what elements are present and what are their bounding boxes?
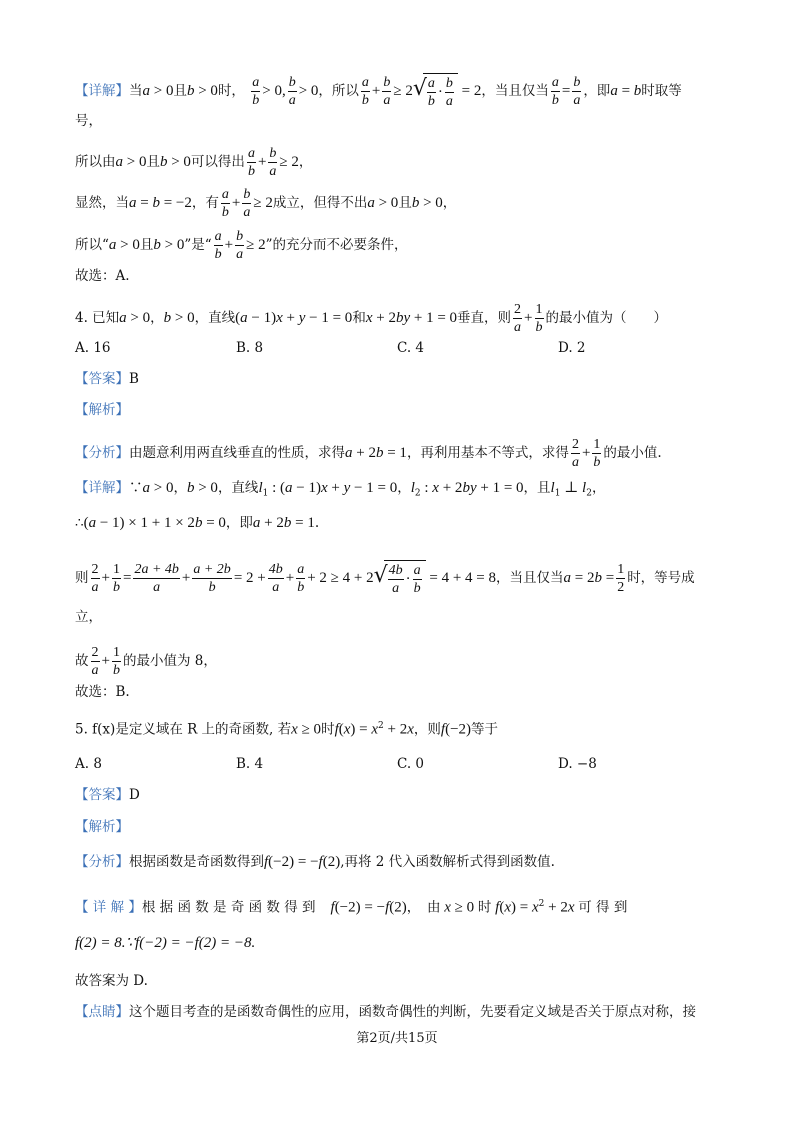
q5-detail-line-2: f(2) = 8.∵f(−2) = −f(2) = −8. [75, 935, 256, 951]
q4-fenxi: 【分析】由题意利用两直线垂直的性质，求得a + 2b = 1，再利用基本不等式，求得 $\frac{2}{a}$ + $\frac{1}{b}$ 的最小值. [75, 437, 662, 470]
q4-answer-value: B [129, 371, 139, 387]
q5-dianjing: 【点睛】这个题目考查的是函数奇偶性的应用，函数奇偶性的判断，先要看定义域是否关于原点对称，接 [75, 1004, 696, 1020]
q4-detail-line-3: 则 $\frac{2}{a}$ + $\frac{1}{b}$ = $\frac{2a + 4b}{a}$ + $\frac{a + 2b}{b}$ = 2 + $\frac{4b}{a}$ + $\frac{a}{b}$ + 2 ≥ 4 + 2 √ $\frac{4b}{a}$ · $\frac{a}{b}$ = 4 + 4 = 8，当且仅当a = 2b = $\frac{1}{2}$ 时，等号成 [75, 562, 695, 596]
q4-detail-line-1: 【详解】∵a > 0，b > 0，直线$l_1$ : (a − 1)x + y − 1 = 0，$l_2$ : x + 2by + 1 = 0，且$l_1$ ⊥ $l_2$， [75, 480, 606, 499]
q5-detail-line-1: 【 详 解 】根 据 函 数 是 奇 函 数 得 到 f(−2) = −f(2)， 由 x ≥ 0 时 $f(x) = x^2 + 2x$ 可 得 到 [75, 899, 628, 916]
q5-option-b: B. 4 [236, 756, 264, 772]
detail-label: 【详解】 [75, 83, 129, 99]
q4-option-d: D. 2 [558, 340, 586, 356]
q3-detail-line-6: 故选：A. [75, 268, 130, 284]
q4-detail-line-5: 故 $\frac{2}{a}$ + $\frac{1}{b}$ 的最小值为 8， [75, 645, 217, 678]
q4-detail-line-2: ∴(a − 1) × 1 + 1 × 2b = 0，即a + 2b = 1. [75, 515, 320, 531]
q3-detail-line-3: 所以由a > 0且b > 0可以得出 $\frac{a}{b}$ + $\frac{b}{a}$ ≥ 2， [75, 146, 313, 179]
q5-answer: 【答案】D [75, 787, 140, 803]
q4-stem: 4. 已知a > 0，b > 0，直线(a − 1)x + y − 1 = 0和x + 2by + 1 = 0垂直，则 $\frac{2}{a}$ + $\frac{1}{b}$ 的最小值为（ ） [75, 302, 668, 335]
q3-detail-line-2: 号， [75, 113, 102, 129]
answer-label: 【答案】 [75, 371, 129, 387]
q5-fenxi: 【分析】根据函数是奇函数得到f(−2) = −f(2),再将 2 代入函数解析式得到函数值. [75, 854, 555, 870]
q5-detail-line-3: 故答案为 D. [75, 973, 148, 989]
q4-detail-line-4: 立， [75, 609, 102, 625]
q4-answer [75, 370, 139, 388]
q3-detail-line-1: 【详解】当a > 0且b > 0时， $\frac{a}{b}$ > 0, $\frac{b}{a}$ > 0，所以 $\frac{a}{b}$ + $\frac{b}{a}$ ≥ 2 √ $\frac{a}{b}$ · $\frac{b}{a}$ = 2，当且仅当 $\frac{a}{b}$ = $\frac{b}{a}$ ，即a = b时取等 [75, 75, 682, 109]
q4-option-b: B. 8 [236, 340, 264, 356]
q5-answer-value: D [129, 787, 140, 803]
q5-stem: 5. f(x)是定义域在 R 上的奇函数, 若x ≥ 0时$f(x) = x^2 + 2x$，则f(−2)等于 [75, 721, 499, 738]
q5-option-c: C. 0 [397, 756, 425, 772]
q4-analysis-label: 【解析】 [75, 402, 129, 418]
q5-analysis-label: 【解析】 [75, 819, 129, 835]
q3-detail-line-5: 所以“a > 0且b > 0”是“ $\frac{a}{b}$ + $\frac{b}{a}$ ≥ 2”的充分而不必要条件， [75, 229, 408, 262]
q5-option-a: A. 8 [75, 756, 102, 772]
q4-option-a: A. 16 [75, 340, 111, 356]
page-footer: 第2页/共15页 [356, 1031, 438, 1046]
q5-option-d: D. −8 [558, 756, 597, 772]
q4-option-c: C. 4 [397, 340, 425, 356]
q3-detail-line-4: 显然，当a = b = −2，有 $\frac{a}{b}$ + $\frac{b}{a}$ ≥ 2成立，但得不出a > 0且b > 0， [75, 187, 457, 220]
q4-detail-line-6: 故选：B. [75, 684, 130, 700]
